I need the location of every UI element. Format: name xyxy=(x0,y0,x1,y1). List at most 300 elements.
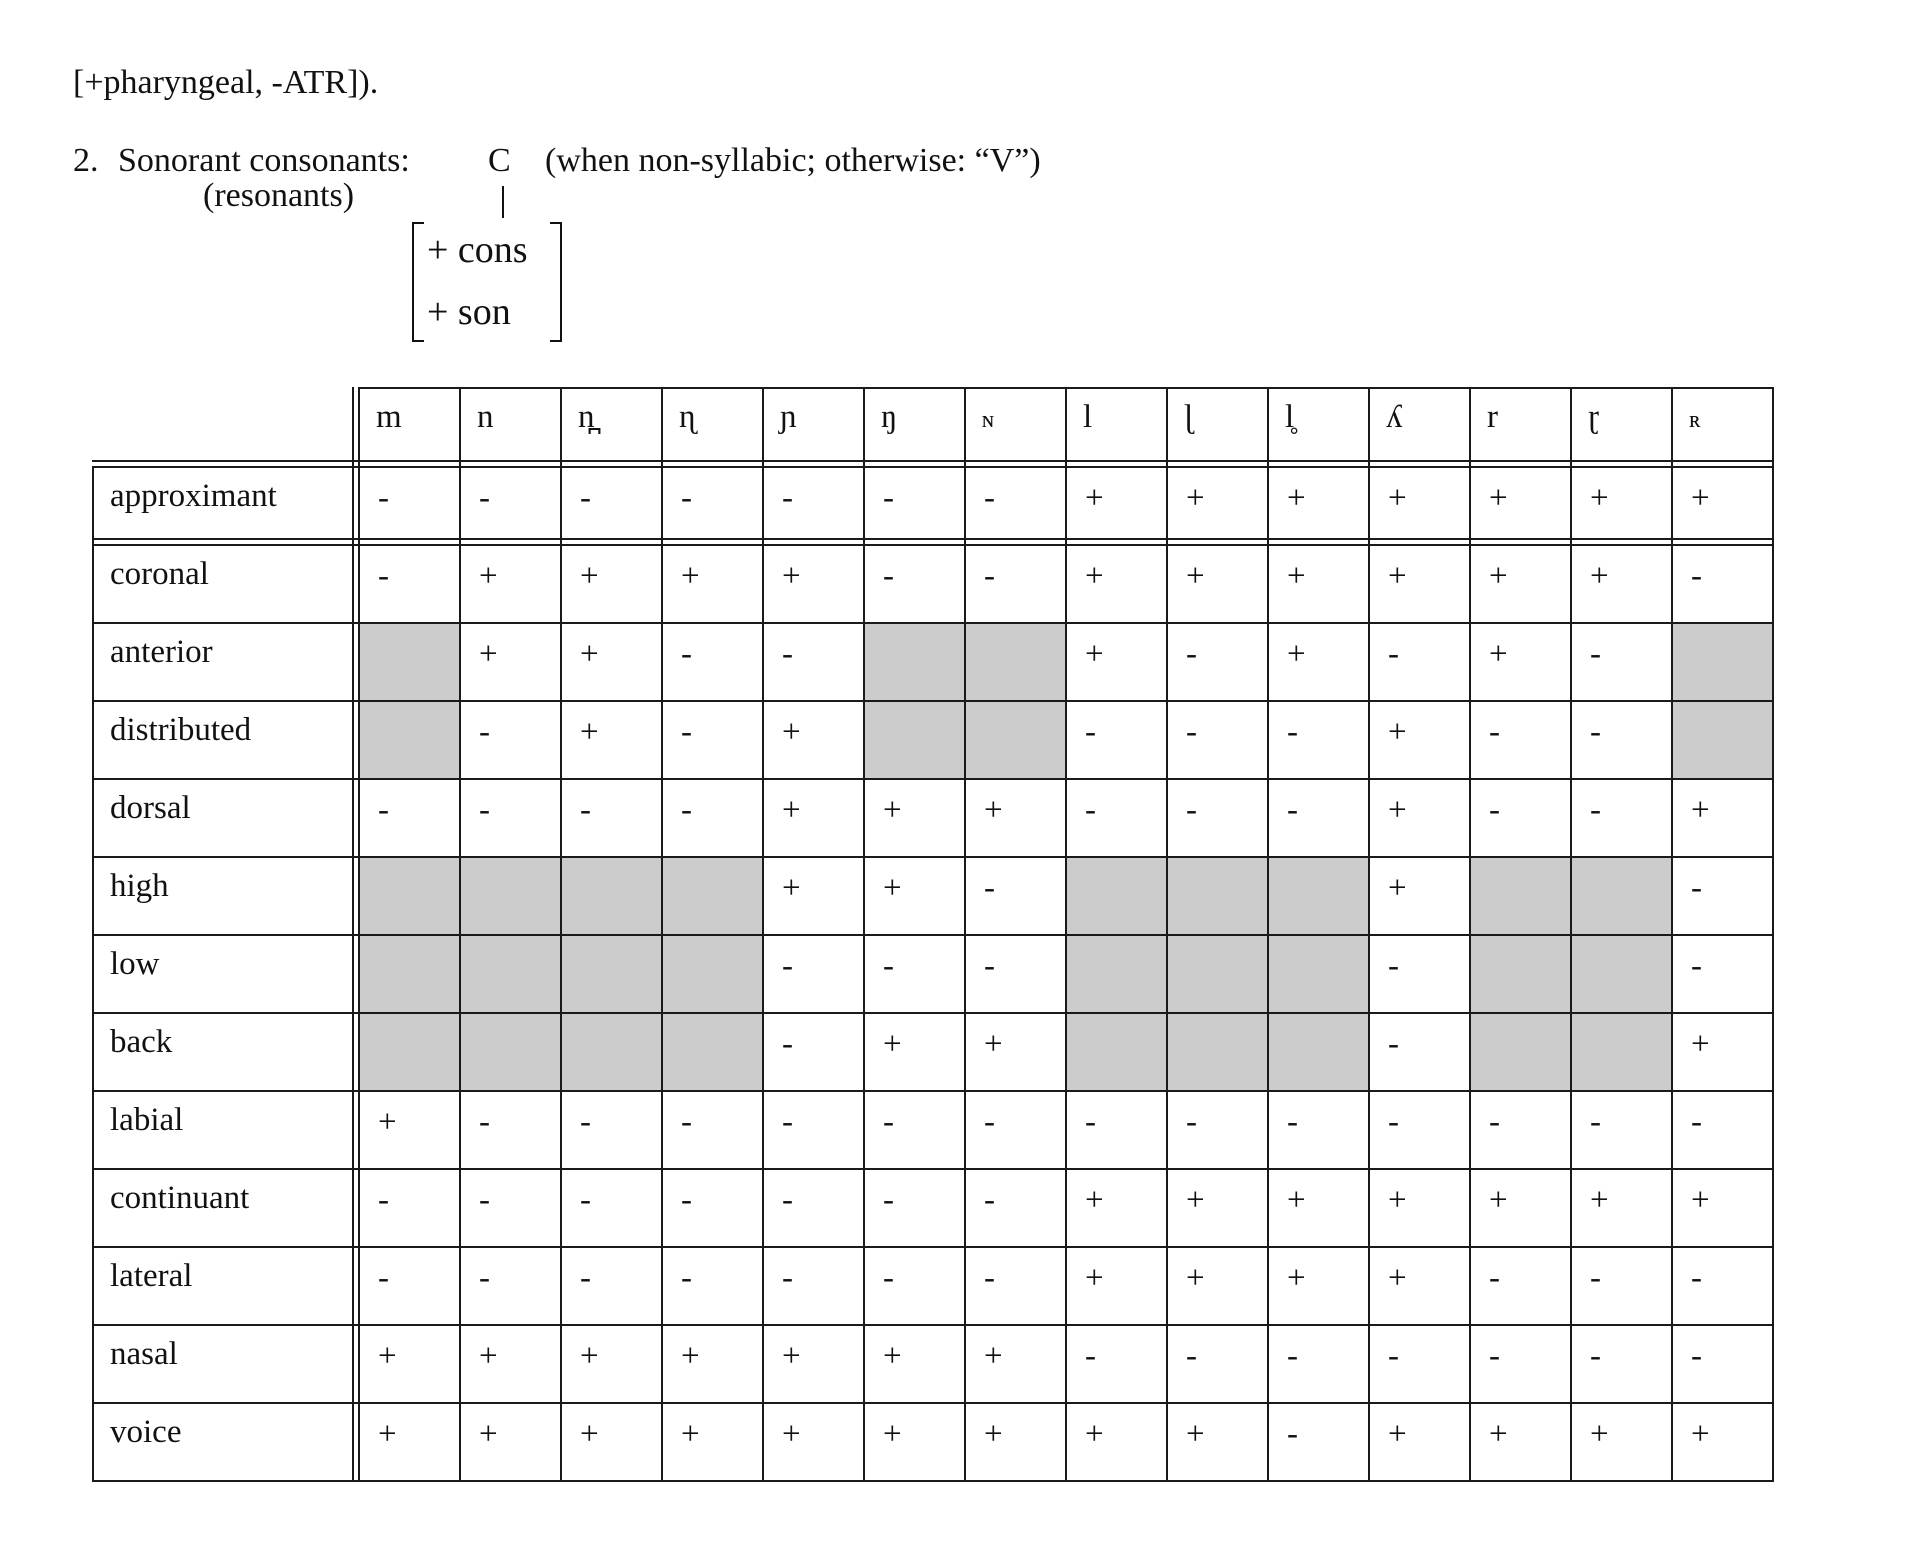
row-label-text: high xyxy=(110,868,169,904)
shaded-cell xyxy=(1469,856,1572,936)
feature-value-cell xyxy=(358,544,461,624)
feature-value-cell xyxy=(1368,934,1471,1014)
feature-value-cell xyxy=(762,778,865,858)
feature-value-cell xyxy=(358,466,461,546)
feature-value-cell xyxy=(1570,1168,1673,1248)
feature-value-cell xyxy=(1166,1246,1269,1326)
feature-value-cell xyxy=(863,1246,966,1326)
row-label xyxy=(92,466,360,546)
feature-value: + xyxy=(1489,480,1508,516)
feature-value-cell xyxy=(863,778,966,858)
feature-value-cell xyxy=(964,778,1067,858)
feature-value: + xyxy=(782,714,801,750)
row-label-text: nasal xyxy=(110,1336,178,1372)
feature-value-cell xyxy=(560,1090,663,1170)
feature-value: - xyxy=(984,480,995,516)
feature-value-cell xyxy=(1368,544,1471,624)
feature-value: + xyxy=(1186,480,1205,516)
feature-value-cell xyxy=(661,466,764,546)
column-header xyxy=(1166,387,1269,468)
feature-value: - xyxy=(378,1182,389,1218)
row-label xyxy=(92,1246,360,1326)
feature-value-cell xyxy=(459,1246,562,1326)
feature-value-cell xyxy=(863,1402,966,1482)
feature-value: - xyxy=(883,1104,894,1140)
shaded-cell xyxy=(1166,1012,1269,1092)
column-header-label: r xyxy=(1487,399,1498,435)
feature-value: + xyxy=(1388,1260,1407,1296)
feature-value-cell xyxy=(661,622,764,702)
feature-value: - xyxy=(681,636,692,672)
feature-value: + xyxy=(1186,1182,1205,1218)
feature-value-cell xyxy=(1368,778,1471,858)
feature-value-cell xyxy=(1065,544,1168,624)
row-label xyxy=(92,1168,360,1248)
shaded-cell xyxy=(1570,856,1673,936)
feature-value-cell xyxy=(661,700,764,780)
feature-value: - xyxy=(1085,714,1096,750)
feature-value: - xyxy=(479,714,490,750)
feature-value: - xyxy=(681,480,692,516)
feature-value: + xyxy=(1287,558,1306,594)
feature-value-cell xyxy=(1267,1324,1370,1404)
feature-value: + xyxy=(580,714,599,750)
feature-value-cell xyxy=(1065,1324,1168,1404)
shaded-cell xyxy=(863,622,966,702)
feature-value-cell xyxy=(560,1324,663,1404)
feature-value: + xyxy=(1489,1182,1508,1218)
feature-value-cell xyxy=(1267,622,1370,702)
right-bracket xyxy=(550,222,562,342)
shaded-cell xyxy=(964,622,1067,702)
feature-value-cell xyxy=(1368,466,1471,546)
feature-value: + xyxy=(1085,1416,1104,1452)
feature-value-cell xyxy=(560,778,663,858)
feature-value-cell xyxy=(1065,1168,1168,1248)
feature-value: - xyxy=(1489,1104,1500,1140)
feature-value-cell xyxy=(560,1246,663,1326)
feature-value-cell xyxy=(863,466,966,546)
shaded-cell xyxy=(1671,700,1774,780)
column-header-label: l xyxy=(1083,399,1093,435)
feature-value: - xyxy=(1590,1260,1601,1296)
feature-value: + xyxy=(681,1338,700,1374)
feature-value: - xyxy=(580,1104,591,1140)
feature-value-cell xyxy=(1368,1246,1471,1326)
feature-value-cell xyxy=(762,1090,865,1170)
column-header-label: ɲ xyxy=(780,399,797,435)
feature-value-cell xyxy=(964,544,1067,624)
feature-value-cell xyxy=(1671,1090,1774,1170)
shaded-cell xyxy=(1065,856,1168,936)
shaded-cell xyxy=(1166,934,1269,1014)
shaded-cell xyxy=(560,1012,663,1092)
feature-value: + xyxy=(580,558,599,594)
feature-value: - xyxy=(782,948,793,984)
feature-value: - xyxy=(580,480,591,516)
feature-value-cell xyxy=(1267,700,1370,780)
feature-value: - xyxy=(883,558,894,594)
feature-value: + xyxy=(378,1338,397,1374)
feature-value: + xyxy=(883,1338,902,1374)
feature-value-cell xyxy=(1671,1012,1774,1092)
feature-value: - xyxy=(782,480,793,516)
feature-value: - xyxy=(1287,714,1298,750)
column-header xyxy=(1267,387,1370,468)
feature-value: - xyxy=(883,1260,894,1296)
feature-value-cell xyxy=(560,466,663,546)
shaded-cell xyxy=(661,856,764,936)
feature-value-cell xyxy=(358,778,461,858)
column-header xyxy=(358,387,461,468)
feature-value: + xyxy=(1186,558,1205,594)
feature-value: - xyxy=(580,792,591,828)
feature-value: + xyxy=(1590,480,1609,516)
feature-value: - xyxy=(984,1260,995,1296)
feature-value: - xyxy=(1388,948,1399,984)
feature-value: - xyxy=(1085,1338,1096,1374)
feature-value: + xyxy=(1085,1182,1104,1218)
feature-value: - xyxy=(479,480,490,516)
row-label-text: anterior xyxy=(110,634,213,670)
row-label-text: low xyxy=(110,946,160,982)
shaded-cell xyxy=(863,700,966,780)
feature-value-cell xyxy=(1570,622,1673,702)
feature-value-cell xyxy=(1267,466,1370,546)
feature-value: + xyxy=(1388,558,1407,594)
feature-value: - xyxy=(681,714,692,750)
feature-value: + xyxy=(681,1416,700,1452)
shaded-cell xyxy=(560,856,663,936)
feature-value-cell xyxy=(358,1324,461,1404)
feature-value: + xyxy=(782,1338,801,1374)
feature-value: + xyxy=(1691,1416,1710,1452)
feature-value: + xyxy=(1590,1182,1609,1218)
feature-value-cell xyxy=(1469,1090,1572,1170)
feature-value-cell xyxy=(459,1168,562,1248)
column-header xyxy=(459,387,562,468)
feature-value: - xyxy=(1388,1104,1399,1140)
feature-value-cell xyxy=(560,622,663,702)
feature-value: + xyxy=(1691,480,1710,516)
feature-value-cell xyxy=(762,544,865,624)
feature-value-cell xyxy=(1368,1090,1471,1170)
column-header-label: ɽ xyxy=(1588,399,1599,435)
feature-value: - xyxy=(782,636,793,672)
feature-value: + xyxy=(984,1026,1003,1062)
feature-value: - xyxy=(984,870,995,906)
feature-value: + xyxy=(479,558,498,594)
feature-value: - xyxy=(1085,792,1096,828)
feature-value-cell xyxy=(1166,622,1269,702)
shaded-cell xyxy=(358,934,461,1014)
shaded-cell xyxy=(661,1012,764,1092)
item-title: Sonorant consonants: xyxy=(118,142,410,179)
row-label xyxy=(92,1402,360,1482)
feature-value-cell xyxy=(762,1402,865,1482)
feature-value-cell xyxy=(1368,856,1471,936)
feature-value-cell xyxy=(762,466,865,546)
feature-value-cell xyxy=(1368,1402,1471,1482)
row-label-text: distributed xyxy=(110,712,252,748)
feature-value: - xyxy=(782,1104,793,1140)
feature-value-cell xyxy=(459,1090,562,1170)
feature-value-cell xyxy=(1469,778,1572,858)
shaded-cell xyxy=(459,856,562,936)
feature-value: + xyxy=(1489,558,1508,594)
feature-value-cell xyxy=(1469,700,1572,780)
feature-value-cell xyxy=(1469,1246,1572,1326)
intro-line: [+pharyngeal, -ATR]). xyxy=(73,64,379,101)
shaded-cell xyxy=(1065,1012,1168,1092)
feature-value-cell xyxy=(661,544,764,624)
feature-value: + xyxy=(479,1416,498,1452)
column-header xyxy=(1671,387,1774,468)
column-header xyxy=(1469,387,1572,468)
feature-value-cell xyxy=(1065,1090,1168,1170)
feature-value-cell xyxy=(1065,1246,1168,1326)
feature-value-cell xyxy=(1267,1090,1370,1170)
feature-value-cell xyxy=(964,466,1067,546)
feature-value-cell xyxy=(762,700,865,780)
feature-value: + xyxy=(883,1026,902,1062)
feature-value-cell xyxy=(358,1402,461,1482)
association-line xyxy=(502,186,504,218)
feature-value: + xyxy=(1590,558,1609,594)
row-label-text: approximant xyxy=(110,478,277,514)
double-rule xyxy=(352,387,354,1482)
feature-value: + xyxy=(1691,792,1710,828)
shaded-cell xyxy=(1671,622,1774,702)
feature-value-cell xyxy=(964,1168,1067,1248)
feature-value: - xyxy=(984,948,995,984)
feature-value: + xyxy=(1489,636,1508,672)
feature-value-cell xyxy=(560,1402,663,1482)
feature-value: + xyxy=(1085,558,1104,594)
feature-value: - xyxy=(1085,1104,1096,1140)
feature-value: - xyxy=(1287,792,1298,828)
feature-value: - xyxy=(1186,636,1197,672)
shaded-cell xyxy=(1267,934,1370,1014)
feature-value-cell xyxy=(1267,1246,1370,1326)
column-header-label: ɭ xyxy=(1184,399,1194,435)
feature-value: + xyxy=(1489,1416,1508,1452)
feature-value: - xyxy=(1186,1104,1197,1140)
feature-value: - xyxy=(1489,1338,1500,1374)
row-label xyxy=(92,544,360,624)
feature-value: + xyxy=(1691,1182,1710,1218)
feature-value-cell xyxy=(459,778,562,858)
feature-value-cell xyxy=(762,1168,865,1248)
feature-value: - xyxy=(1590,714,1601,750)
feature-value: - xyxy=(1590,1338,1601,1374)
feature-value-cell xyxy=(1671,1402,1774,1482)
feature-value: + xyxy=(479,1338,498,1374)
feature-value: + xyxy=(984,792,1003,828)
feature-value: - xyxy=(1489,714,1500,750)
feature-value-cell xyxy=(1166,544,1269,624)
feature-value: - xyxy=(1287,1416,1298,1452)
feature-value-cell xyxy=(1671,1246,1774,1326)
column-header xyxy=(1368,387,1471,468)
shaded-cell xyxy=(1166,856,1269,936)
feature-value-cell xyxy=(459,622,562,702)
feature-value-cell xyxy=(1065,778,1168,858)
feature-value-cell xyxy=(762,856,865,936)
feature-value: - xyxy=(378,1260,389,1296)
row-label-text: labial xyxy=(110,1102,184,1138)
row-label xyxy=(92,778,360,858)
feature-value-cell xyxy=(964,856,1067,936)
matrix-feature-cons: + cons xyxy=(427,229,528,271)
feature-value: - xyxy=(378,558,389,594)
feature-value-cell xyxy=(1570,544,1673,624)
column-header-label: ŋ xyxy=(881,399,898,435)
column-header-label: l̥ xyxy=(1285,399,1295,435)
column-header-label: ʀ xyxy=(1689,407,1701,433)
column-header xyxy=(863,387,966,468)
feature-value-cell xyxy=(762,622,865,702)
feature-value: - xyxy=(479,1104,490,1140)
feature-value-cell xyxy=(1166,1402,1269,1482)
item-number: 2. xyxy=(73,142,99,179)
feature-value: - xyxy=(580,1260,591,1296)
shaded-cell xyxy=(358,700,461,780)
feature-value-cell xyxy=(1570,700,1673,780)
row-label-text: back xyxy=(110,1024,173,1060)
matrix-feature-son: + son xyxy=(427,291,511,333)
feature-value: - xyxy=(782,1182,793,1218)
feature-value-cell xyxy=(661,1324,764,1404)
feature-value: - xyxy=(378,480,389,516)
c-note: (when non-syllabic; otherwise: “V”) xyxy=(545,142,1041,179)
feature-value: + xyxy=(1388,1182,1407,1218)
feature-value: + xyxy=(378,1416,397,1452)
feature-value-cell xyxy=(863,1090,966,1170)
feature-value: + xyxy=(1287,636,1306,672)
feature-value-cell xyxy=(1267,778,1370,858)
feature-value: - xyxy=(681,792,692,828)
feature-value: - xyxy=(782,1260,793,1296)
feature-value-cell xyxy=(964,1402,1067,1482)
feature-value: - xyxy=(1388,1338,1399,1374)
feature-value-cell xyxy=(1671,934,1774,1014)
feature-value: + xyxy=(1388,792,1407,828)
feature-value-cell xyxy=(1671,778,1774,858)
feature-value-cell xyxy=(1267,1168,1370,1248)
feature-value-cell xyxy=(1570,1402,1673,1482)
feature-value-cell xyxy=(1368,1168,1471,1248)
feature-value: + xyxy=(479,636,498,672)
feature-value-cell xyxy=(661,1246,764,1326)
feature-value-cell xyxy=(1368,622,1471,702)
feature-value-cell xyxy=(560,700,663,780)
column-header-label: m xyxy=(376,399,402,435)
shaded-cell xyxy=(459,1012,562,1092)
feature-value-cell xyxy=(1671,1324,1774,1404)
feature-value-cell xyxy=(661,1402,764,1482)
feature-value: - xyxy=(1287,1338,1298,1374)
feature-value-cell xyxy=(661,1168,764,1248)
feature-value-cell xyxy=(964,1090,1067,1170)
feature-value-cell xyxy=(762,934,865,1014)
feature-value: - xyxy=(984,1104,995,1140)
row-label-text: coronal xyxy=(110,556,209,592)
feature-value-cell xyxy=(1469,1168,1572,1248)
feature-value: - xyxy=(681,1104,692,1140)
feature-value-cell xyxy=(1570,1324,1673,1404)
feature-value: - xyxy=(1388,1026,1399,1062)
feature-value: + xyxy=(580,636,599,672)
feature-value: + xyxy=(1388,1416,1407,1452)
feature-value: - xyxy=(782,1026,793,1062)
feature-value-cell xyxy=(459,544,562,624)
feature-value: + xyxy=(1287,1260,1306,1296)
feature-value: + xyxy=(1388,714,1407,750)
feature-value: - xyxy=(1691,948,1702,984)
feature-value: - xyxy=(1388,636,1399,672)
feature-value-cell xyxy=(459,700,562,780)
feature-value-cell xyxy=(661,778,764,858)
feature-value-cell xyxy=(1166,1168,1269,1248)
feature-value: - xyxy=(1186,1338,1197,1374)
feature-value: - xyxy=(1186,792,1197,828)
feature-value: + xyxy=(378,1104,397,1140)
feature-value: - xyxy=(1691,1104,1702,1140)
feature-value-cell xyxy=(762,1324,865,1404)
shaded-cell xyxy=(1469,934,1572,1014)
shaded-cell xyxy=(1469,1012,1572,1092)
feature-value: - xyxy=(1489,792,1500,828)
feature-value-cell xyxy=(1469,1402,1572,1482)
feature-value-cell xyxy=(863,1012,966,1092)
feature-value-cell xyxy=(1469,466,1572,546)
row-label-text: continuant xyxy=(110,1180,250,1216)
feature-value: + xyxy=(984,1416,1003,1452)
shaded-cell xyxy=(358,856,461,936)
feature-value: - xyxy=(883,1182,894,1218)
feature-value: - xyxy=(681,1182,692,1218)
feature-value-cell xyxy=(762,1246,865,1326)
feature-value-cell xyxy=(863,856,966,936)
feature-value-cell xyxy=(459,1402,562,1482)
shaded-cell xyxy=(964,700,1067,780)
feature-value: + xyxy=(681,558,700,594)
feature-value-cell xyxy=(863,544,966,624)
feature-value: + xyxy=(782,558,801,594)
feature-value-cell xyxy=(964,1246,1067,1326)
feature-value: - xyxy=(1186,714,1197,750)
double-rule xyxy=(92,460,1774,462)
feature-value-cell xyxy=(358,1246,461,1326)
shaded-cell xyxy=(459,934,562,1014)
feature-value-cell xyxy=(762,1012,865,1092)
feature-value: - xyxy=(1590,1104,1601,1140)
feature-value-cell xyxy=(459,1324,562,1404)
feature-value: - xyxy=(378,792,389,828)
feature-value-cell xyxy=(1368,700,1471,780)
shaded-cell xyxy=(1570,934,1673,1014)
column-header xyxy=(661,387,764,468)
feature-value: + xyxy=(883,1416,902,1452)
feature-value-cell xyxy=(1368,1012,1471,1092)
column-header xyxy=(1065,387,1168,468)
feature-value: + xyxy=(1287,480,1306,516)
feature-value-cell xyxy=(1166,778,1269,858)
feature-value: + xyxy=(580,1416,599,1452)
feature-value-cell xyxy=(863,1168,966,1248)
feature-value: - xyxy=(479,1182,490,1218)
